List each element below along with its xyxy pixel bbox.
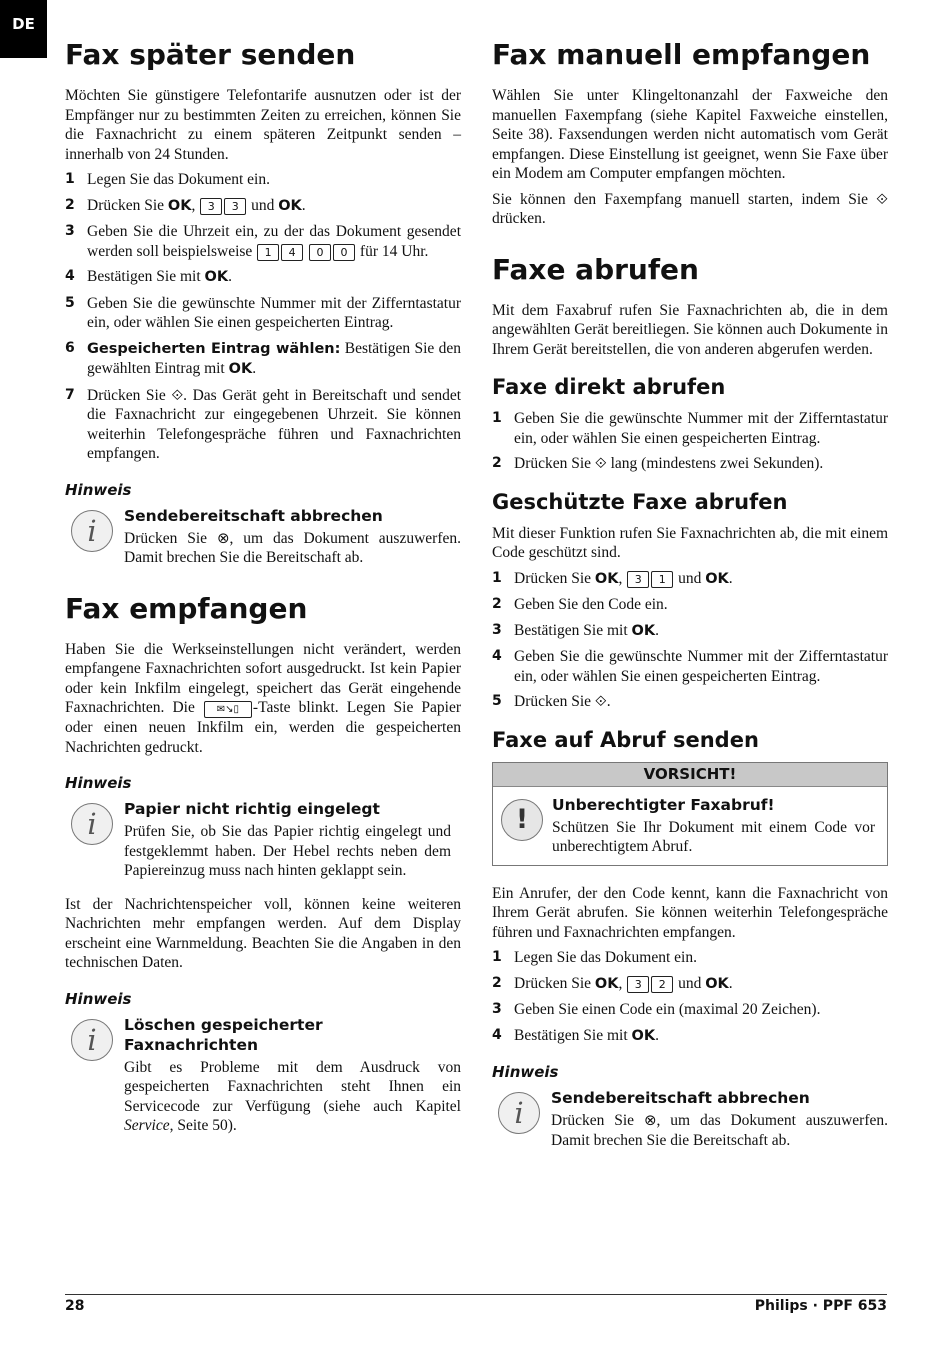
heading-fax-spaeter-senden: Fax später senden	[65, 38, 356, 71]
list-item: 4 Geben Sie die gewünschte Nummer mit der Zifferntastatur ein, oder wählen Sie einen gespeicherten Eintrag.	[492, 648, 888, 685]
start-key-icon: ⟐	[594, 692, 607, 710]
note-title: Sendebereitschaft abbrechen	[551, 1089, 810, 1107]
list-item: 7 Drücken Sie ⟐. Das Gerät geht in Bereitschaft und sendet die Faxnachricht zur eingegebenen Uhrzeit. Sie können weiterhin Telefongespräche führen und Faxnachrichten empfangen.	[65, 385, 461, 462]
note-box	[65, 1015, 461, 1136]
list-item: 2 Drücken Sie ⟐ lang (mindestens zwei Sekunden).	[492, 454, 824, 472]
exclamation-icon: !	[501, 799, 543, 841]
start-key-icon: ⟐	[876, 189, 888, 208]
stop-key-icon: ⊗	[216, 528, 230, 547]
heading-geschuetzte-faxe-abrufen: Geschützte Faxe abrufen	[492, 489, 788, 514]
key-3: 3	[224, 198, 246, 215]
note-text: Drücken Sie ⊗, um das Dokument auszuwerfen. Damit brechen Sie die Bereitschaft ab.	[551, 1111, 888, 1149]
paragraph: Wählen Sie unter Klingeltonanzahl der Faxweiche den manuellen Faxempfang (siehe Kapitel Faxweiche einstellen, Seite 38). Faxsendungen werden nicht automatisch vom Gerät empfangen. Diese Einstellung ist geeignet, wenn Sie Faxe über ein Modem am Computer empfangen möchten.	[492, 87, 888, 182]
paragraph: Mit dieser Funktion rufen Sie Faxnachrichten ab, die mit einem Code geschützt sind.	[492, 524, 888, 561]
paragraph: Mit dem Faxabruf rufen Sie Faxnachrichten ab, die in dem angewählten Gerät bereitliegen. Sie können auch Dokumente in Ihrem Gerät bereitstellen, die von anderen abgerufen werden.	[492, 301, 888, 358]
steps-list	[492, 948, 888, 1046]
key-1: 1	[651, 571, 673, 588]
heading-faxe-auf-abruf-senden: Faxe auf Abruf senden	[492, 727, 759, 752]
list-item: 4 Bestätigen Sie mit OK.	[65, 268, 232, 285]
heading-fax-empfangen: Fax empfangen	[65, 591, 308, 625]
steps-list	[492, 569, 888, 712]
note-text: Prüfen Sie, ob Sie das Papier richtig eingelegt und festgeklemmt haben. Der Hebel rechts neben dem Papiereinzug muss nach hinten geklappt sein.	[124, 823, 451, 879]
product-name: Philips · PPF 653	[754, 1298, 887, 1314]
note-title: Papier nicht richtig eingelegt	[124, 800, 380, 818]
left-column	[65, 36, 461, 1150]
info-icon: i	[71, 803, 113, 845]
warning-text: Schützen Sie Ihr Dokument mit einem Code vor unberechtigtem Abruf.	[552, 818, 875, 855]
info-icon: i	[498, 1092, 540, 1134]
list-item: 3 Geben Sie einen Code ein (maximal 20 Zeichen).	[492, 1001, 821, 1018]
list-item: 3 Geben Sie die Uhrzeit ein, zu der das Dokument gesendet werden soll beispielsweise 1 4 0 0 für 14 Uhr.	[65, 223, 461, 260]
warning-body	[493, 787, 887, 865]
steps-list	[492, 409, 888, 474]
list-item: 5 Geben Sie die gewünschte Nummer mit der Zifferntastatur ein, oder wählen Sie einen gespeicherten Eintrag.	[65, 294, 461, 331]
list-item: 3 Bestätigen Sie mit OK.	[492, 621, 659, 639]
list-item: 2 Drücken Sie OK, 3 2 und OK.	[492, 974, 733, 992]
list-item: 1 Drücken Sie OK, 3 1 und OK.	[492, 569, 733, 587]
info-icon: i	[71, 510, 113, 552]
page-number: 28	[65, 1298, 85, 1314]
list-item: 4 Bestätigen Sie mit OK.	[492, 1026, 659, 1044]
paragraph: Ein Anrufer, der den Code kennt, kann die Faxnachricht von Ihrem Gerät abrufen. Sie können weiterhin Telefongespräche führen und Faxnachrichten empfangen.	[492, 884, 888, 941]
note-title: Sendebereitschaft abbrechen	[124, 506, 383, 525]
note-box	[65, 506, 461, 568]
steps-list	[65, 170, 461, 464]
key-0: 0	[333, 244, 355, 261]
list-item: 1 Geben Sie die gewünschte Nummer mit der Zifferntastatur ein, oder wählen Sie einen gespeicherten Eintrag.	[492, 410, 888, 447]
key-4: 4	[281, 244, 303, 261]
warning-header: VORSICHT!	[493, 763, 887, 787]
stop-key-icon: ⊗	[643, 1111, 657, 1129]
note-box	[492, 1088, 888, 1150]
info-icon: i	[71, 1019, 113, 1061]
key-2: 2	[651, 976, 673, 993]
key-3: 3	[627, 571, 649, 588]
note-label: Hinweis	[65, 989, 132, 1008]
note-box	[65, 799, 461, 881]
language-tab: DE	[0, 0, 47, 58]
note-text: Gibt es Probleme mit dem Ausdruck von gespeicherten Faxnachrichten steht Ihnen ein Servicecode zur Verfügung (siehe auch Kapitel Service, Seite 50).	[124, 1058, 461, 1134]
heading-fax-manuell-empfangen: Fax manuell empfangen	[492, 38, 871, 71]
note-label: Hinweis	[65, 480, 132, 499]
list-item: 5 Drücken Sie ⟐.	[492, 692, 611, 710]
list-item: 1 Legen Sie das Dokument ein.	[492, 949, 697, 966]
list-item: 6 Gespeicherten Eintrag wählen: Bestätigen Sie den gewählten Eintrag mit OK.	[65, 339, 461, 377]
footer-divider	[65, 1294, 887, 1295]
paragraph: Möchten Sie günstigere Telefontarife ausnutzen oder ist der Empfänger nur zu bestimmten Zeiten zu erreichen, können Sie die Faxnachricht zu einem späteren Zeitpunkt senden – innerhalb von 24 Stunden.	[65, 87, 461, 163]
paragraph: Sie können den Faxempfang manuell starten, indem Sie ⟐ drücken.	[492, 189, 888, 227]
key-1: 1	[257, 244, 279, 261]
key-0: 0	[309, 244, 331, 261]
heading-faxe-abrufen: Faxe abrufen	[492, 252, 699, 286]
key-3: 3	[627, 976, 649, 993]
warning-box	[492, 762, 888, 866]
note-label: Hinweis	[492, 1063, 559, 1081]
note-text: Drücken Sie ⊗, um das Dokument auszuwerfen. Damit brechen Sie die Bereitschaft ab.	[124, 528, 461, 566]
paragraph: Ist der Nachrichtenspeicher voll, können keine weiteren Nachrichten mehr empfangen werden. Auf dem Display erscheint eine Warnmeldung. Beachten Sie die Angaben in den technischen Daten.	[65, 895, 461, 971]
list-item: 1 Legen Sie das Dokument ein.	[65, 171, 270, 188]
warning-title: Unberechtigter Faxabruf!	[552, 795, 775, 814]
note-title: Löschen gespeicherter Faxnachrichten	[124, 1015, 323, 1054]
paragraph: Haben Sie die Werkseinstellungen nicht verändert, werden empfangene Faxnachrichten sofort ausgedruckt. Ist kein Papier oder kein Inkfilm eingelegt, speichert das Gerät eingehende Faxnachrichten. Die ✉↘▯ -Taste blinkt. Legen Sie Papier oder einen neuen Inkfilm ein, werden die gespeicherten Nachrichten gedruckt.	[65, 640, 461, 756]
start-key-icon: ⟐	[171, 385, 184, 404]
list-item: 2 Drücken Sie OK, 3 3 und OK.	[65, 196, 306, 214]
right-column	[492, 36, 888, 1164]
list-item: 2 Geben Sie den Code ein.	[492, 596, 668, 613]
note-label: Hinweis	[65, 774, 132, 792]
key-3: 3	[200, 198, 222, 215]
fax-memory-key-icon: ✉↘▯	[204, 701, 252, 718]
start-key-icon: ⟐	[594, 454, 607, 472]
heading-faxe-direkt-abrufen: Faxe direkt abrufen	[492, 375, 726, 399]
